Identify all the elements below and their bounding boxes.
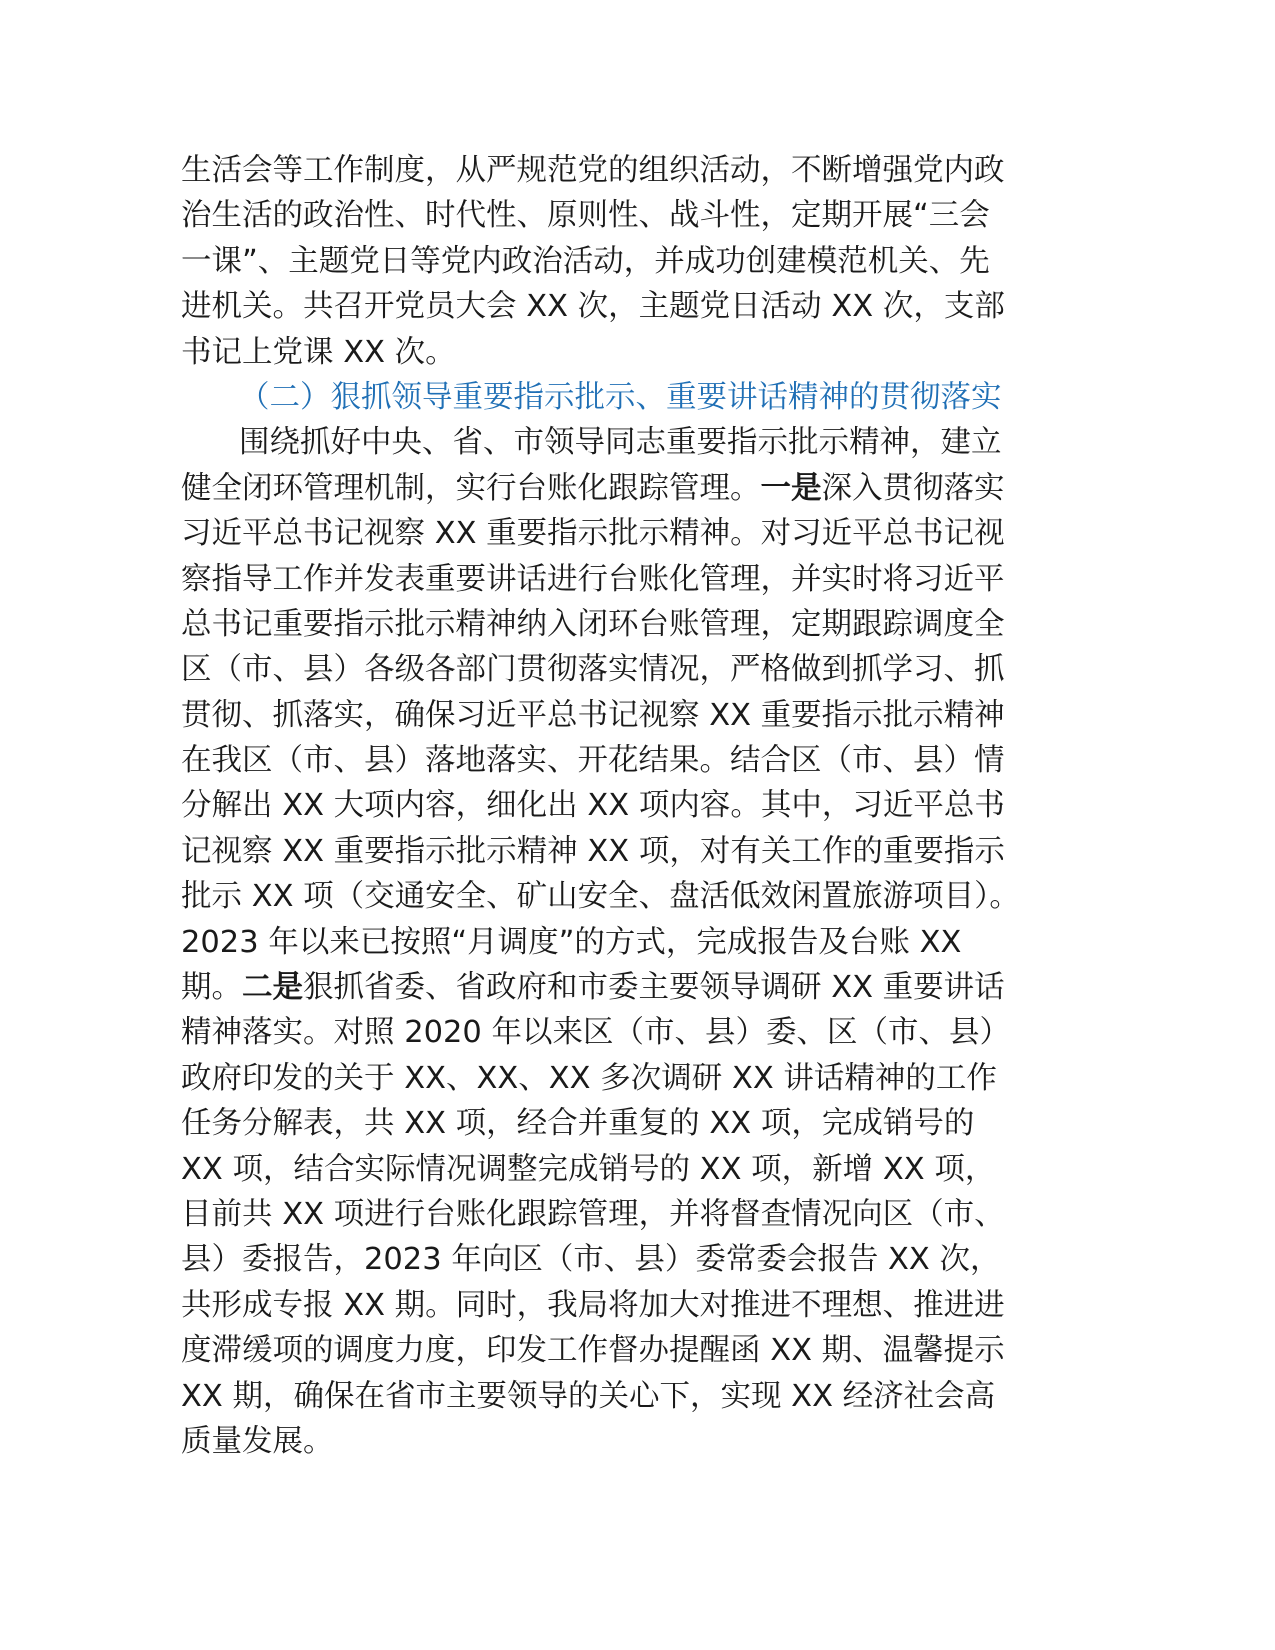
text-line: 分解出 XX 大项内容，细化出 XX 项内容。其中，习近平总书 [181,788,1005,824]
point-marker-2: 二是 [242,970,303,1006]
section-heading: （二）狠抓领导重要指示批示、重要讲话精神的贯彻落实 [239,379,1002,415]
text-line: 察指导工作并发表重要讲话进行台账化管理，并实时将习近平 [181,561,1005,597]
text-line: 度滞缓项的调度力度，印发工作督办提醒函 XX 期、温馨提示 [181,1333,1005,1369]
text-line: XX 期，确保在省市主要领导的关心下，实现 XX 经济社会高 [181,1378,996,1414]
text-line: XX 项，结合实际情况调整完成销号的 XX 项，新增 XX 项， [181,1151,996,1187]
text-line: 县）委报告，2023 年向区（市、县）委常委会报告 XX 次， [181,1242,1001,1278]
text-segment: 狠抓省委、省政府和市委主要领导调研 XX 重要讲话 [303,970,1005,1006]
text-line: 一课”、主题党日等党内政治活动，并成功创建模范机关、先 [181,243,990,279]
text-segment: 期。 [181,970,242,1006]
text-line: 生活会等工作制度，从严规范党的组织活动，不断增强党内政 [181,153,1005,188]
text-line: 记视察 XX 重要指示批示精神 XX 项，对有关工作的重要指示 [181,833,1005,869]
text-line: 共形成专报 XX 期。同时，我局将加大对推进不理想、推进进 [181,1287,1005,1323]
text-line: 贯彻、抓落实，确保习近平总书记视察 XX 重要指示批示精神 [181,697,1005,733]
text-segment: 深入贯彻落实 [821,470,1005,506]
body-paragraph [181,420,1071,1464]
text-line: 总书记重要指示批示精神纳入闭环台账管理，定期跟踪调度全 [181,606,1005,642]
text-line [181,965,1071,1010]
text-line: 精神落实。对照 2020 年以来区（市、县）委、区（市、县） [181,1015,1011,1051]
text-line: 习近平总书记视察 XX 重要指示批示精神。对习近平总书记视 [181,516,1005,552]
text-line: 批示 XX 项（交通安全、矿山安全、盘活低效闲置旅游项目）。 [181,879,1020,915]
text-line: 2023 年以来已按照“月调度”的方式，完成报告及台账 XX [181,924,962,960]
point-marker-1: 一是 [760,470,822,506]
text-line: 在我区（市、县）落地落实、开花结果。结合区（市、县）情 [181,743,1005,779]
text-line: 治生活的政治性、时代性、原则性、战斗性，定期开展“三会 [181,198,990,234]
text-line [181,466,1071,511]
document-page [181,148,1071,1464]
text-line: 区（市、县）各级各部门贯彻落实情况，严格做到抓学习、抓 [181,652,1005,688]
text-line: 书记上党课 XX 次。 [181,334,456,370]
text-segment: 健全闭环管理机制，实行台账化跟踪管理。 [181,470,761,506]
text-line: 围绕抓好中央、省、市领导同志重要指示批示精神，建立 [239,425,1002,461]
text-line: 任务分解表，共 XX 项，经合并重复的 XX 项，完成销号的 [181,1106,975,1142]
text-line: 质量发展。 [181,1423,334,1459]
continuation-paragraph [181,148,1071,375]
text-line: 目前共 XX 项进行台账化跟踪管理，并将督查情况向区（市、 [181,1196,1005,1232]
text-line: 进机关。共召开党员大会 XX 次，主题党日活动 XX 次，支部 [181,289,1005,325]
text-line: 政府印发的关于 XX、XX、XX 多次调研 XX 讲话精神的工作 [181,1060,997,1096]
